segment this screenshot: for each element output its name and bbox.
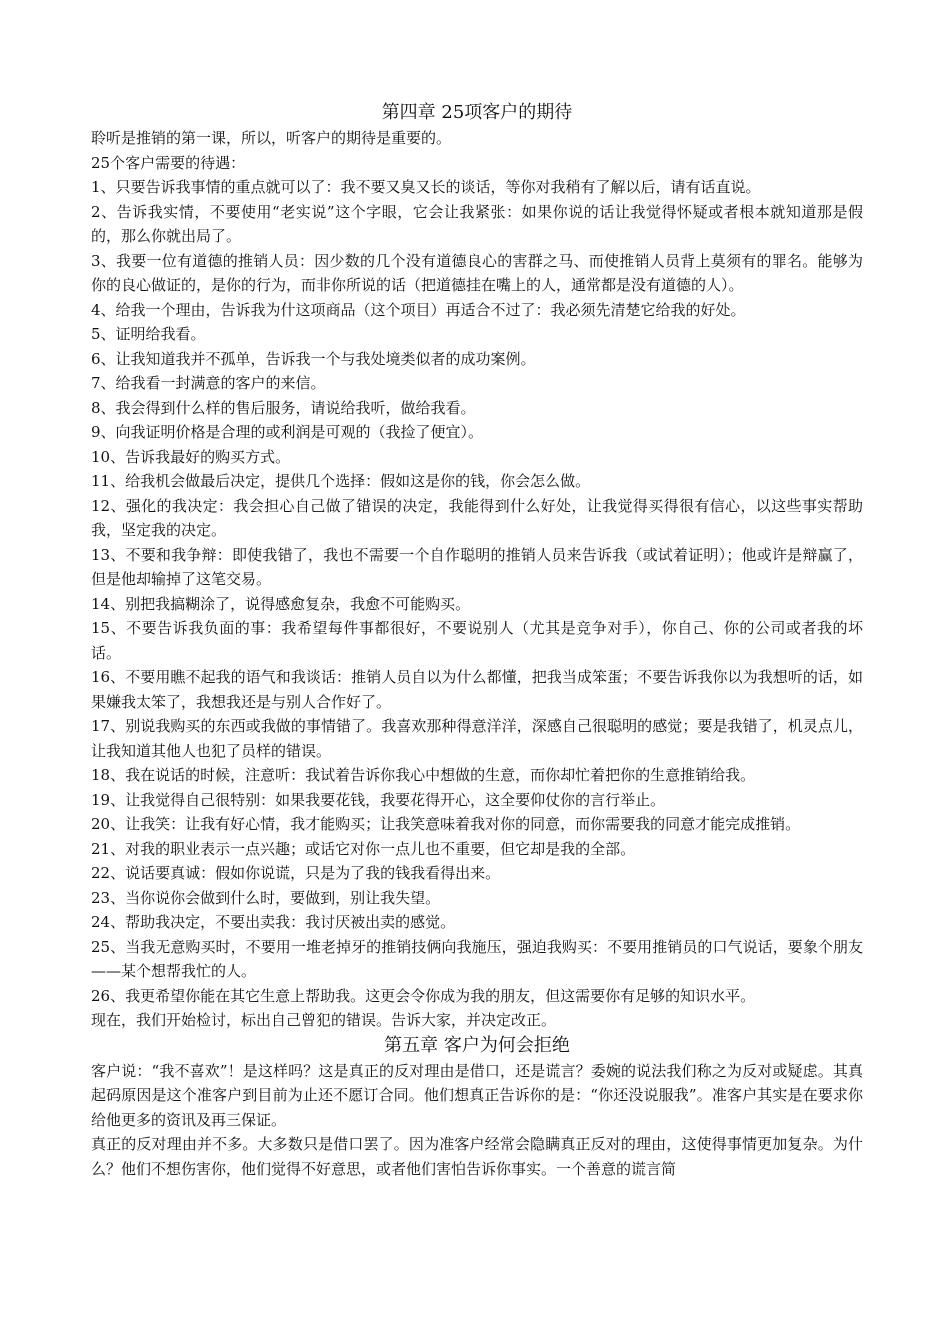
list-item: 13、不要和我争辩：即使我错了，我也不需要一个自作聪明的推销人员来告诉我（或试着证明）；他或许是辩赢了，但是他却输掉了这笔交易。 [91, 545, 863, 588]
chapter-5-title: 第五章 客户为何会拒绝 [384, 1034, 570, 1056]
list-item: 14、别把我搞糊涂了，说得感愈复杂，我愈不可能购买。 [91, 594, 471, 613]
chapter-5-paragraph: 客户说：“我不喜欢”！是这样吗？这是真正的反对理由是借口，还是谎言？委婉的说法我们称之为反对或疑虑。其真起码原因是这个准客户到目前为止还不愿订合同。他们想真正告诉你的是：“你还没说服我”。准客户其实是在要求你给他更多的资讯及再三保证。 [91, 1061, 863, 1129]
list-item: 15、不要告诉我负面的事：我希望每件事都很好，不要说别人（尤其是竞争对手），你自己、你的公司或者我的坏话。 [91, 619, 863, 662]
chapter-4-intro: 聆听是推销的第一课，所以，听客户的期待是重要的。 [91, 129, 452, 147]
list-item: 26、我更希望你能在其它生意上帮助我。这更会令你成为我的朋友，但这需要你有足够的知识水平。 [91, 986, 756, 1005]
list-item: 23、当你说你会做到什么时，要做到，别让我失望。 [91, 888, 441, 907]
list-item: 9、向我证明价格是合理的或利润是可观的（我捡了便宜）。 [91, 423, 484, 441]
list-item: 17、别说我购买的东西或我做的事情错了。我喜欢那种得意洋洋，深感自己很聪明的感觉；要是我错了，机灵点儿，让我知道其他人也犯了员样的错误。 [91, 717, 863, 760]
chapter-4-closing: 现在，我们开始检讨，标出自己曾犯的错误。告诉大家，并决定改正。 [91, 1011, 557, 1029]
list-item: 4、给我一个理由，告诉我为什这项商品（这个项目）再适合不过了：我必须先清楚它给我的好处。 [91, 300, 746, 319]
list-item: 8、我会得到什么样的售后服务，请说给我听，做给我看。 [91, 398, 476, 417]
list-item: 16、不要用瞧不起我的语气和我谈话：推销人员自以为什么都懂，把我当成笨蛋；不要告诉我你以为我想听的话，如果嫌我太笨了，我想我还是与别人合作好了。 [91, 668, 863, 711]
chapter-5-paragraph: 真正的反对理由并不多。大多数只是借口罢了。因为准客户经常会隐瞒真正反对的理由，这使得事情更加复杂。为什么？他们不想伤害你，他们觉得不好意思，或者他们害怕告诉你事实。一个善意的谎言简 [91, 1135, 863, 1178]
list-item: 2、告诉我实情，不要使用“老实说”这个字眼，它会让我紧张：如果你说的话让我觉得怀疑或者根本就知道那是假的，那么你就出局了。 [91, 202, 863, 245]
list-item: 10、告诉我最好的购买方式。 [91, 447, 291, 466]
list-item: 12、强化的我决定：我会担心自己做了错误的决定，我能得到什么好处，让我觉得买得很有信心，以这些事实帮助我，坚定我的决定。 [91, 496, 863, 539]
list-item: 7、给我看一封满意的客户的来信。 [91, 374, 326, 392]
list-item: 20、让我笑：让我有好心情，我才能购买；让我笑意味着我对你的同意，而你需要我的同意才能完成推销。 [91, 815, 801, 833]
list-item: 1、只要告诉我事情的重点就可以了：我不要又臭又长的谈话，等你对我稍有了解以后，请有话直说。 [91, 178, 761, 196]
list-item: 11、给我机会做最后决定，提供几个选择：假如这是你的钱，你会怎么做。 [91, 472, 591, 490]
list-item: 6、让我知道我并不孤单，告诉我一个与我处境类似者的成功案例。 [91, 349, 536, 368]
chapter-4-title: 第四章 25项客户的期待 [381, 102, 573, 123]
list-item: 3、我要一位有道德的推销人员：因少数的几个没有道德良心的害群之马、而使推销人员背上莫须有的罪名。能够为你的良心做证的，是你的行为，而非你所说的话（把道德挂在嘴上的人，通常都是没有道德的人）。 [91, 251, 863, 294]
list-item: 21、对我的职业表示一点兴趣；或话它对你一点儿也不重要，但它却是我的全部。 [91, 839, 636, 858]
chapter-4-subhead: 25个客户需要的待遇： [91, 153, 246, 172]
document-page [91, 100, 863, 1181]
list-item: 5、证明给我看。 [91, 325, 206, 343]
list-item: 19、让我觉得自己很特别：如果我要花钱，我要花得开心，这全要仰仗你的言行举止。 [91, 790, 666, 809]
list-item: 24、帮助我决定，不要出卖我：我讨厌被出卖的感觉。 [91, 913, 456, 931]
list-item: 18、我在说话的时候，注意听：我试着告诉你我心中想做的生意，而你却忙着把你的生意推销给我。 [91, 766, 756, 784]
list-item: 22、说话要真诚：假如你说谎，只是为了我的钱我看得出来。 [91, 864, 501, 882]
list-item: 25、当我无意购买时，不要用一堆老掉牙的推销技俩向我施压，强迫我购买：不要用推销员的口气说话，要象个朋友——某个想帮我忙的人。 [91, 937, 863, 980]
